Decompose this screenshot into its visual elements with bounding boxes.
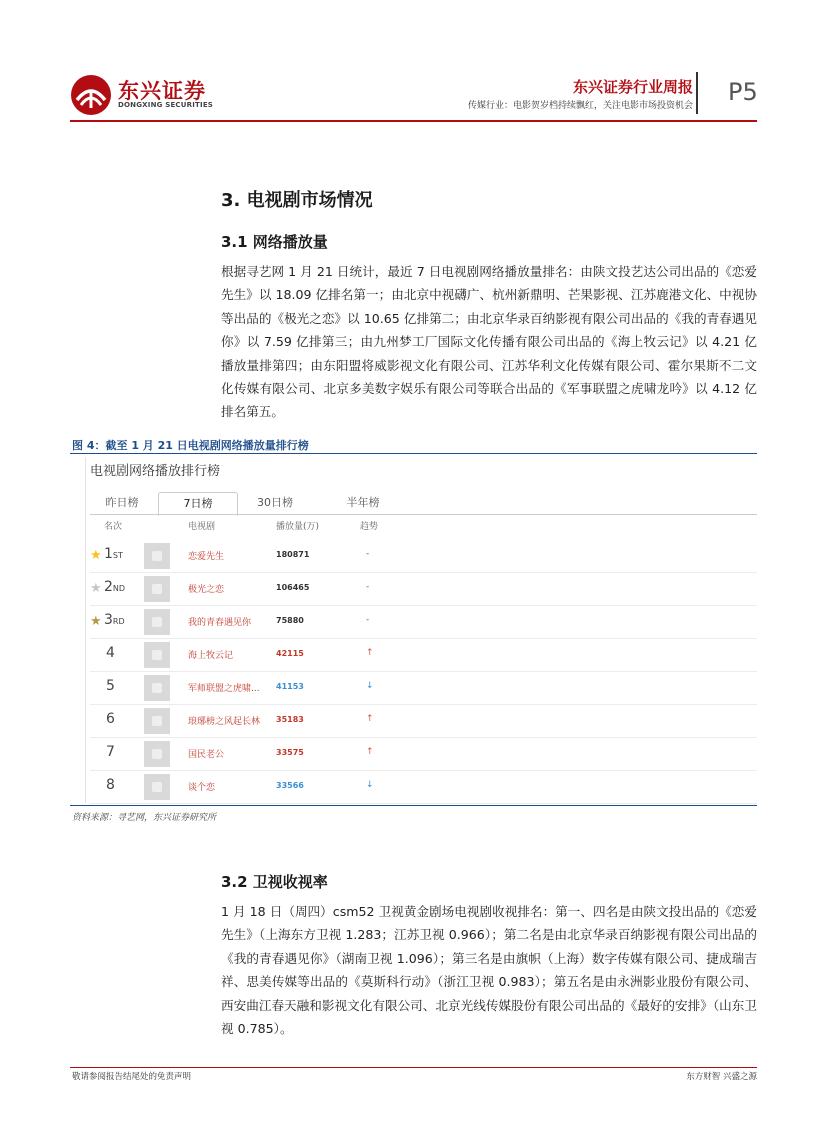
column-header-rank: 名次 xyxy=(104,522,123,532)
play-count: 106465 xyxy=(276,583,310,592)
ranking-row[interactable] xyxy=(90,705,757,738)
drama-title-link[interactable]: 恋爱先生 xyxy=(188,552,225,562)
drama-title-link[interactable]: 我的青春遇见你 xyxy=(188,618,252,628)
play-count: 41153 xyxy=(276,682,304,691)
poster-thumbnail[interactable] xyxy=(144,609,170,635)
screenshot-border xyxy=(85,457,86,803)
play-count: 33575 xyxy=(276,748,304,757)
subsection-title-3-2: 3.2 卫视收视率 xyxy=(221,873,328,891)
trend-indicator: ↓ xyxy=(366,681,374,691)
ranking-row[interactable] xyxy=(90,606,757,639)
ranking-row[interactable] xyxy=(90,639,757,672)
rank-digit: 8 xyxy=(106,777,115,793)
footer-disclaimer: 敬请参阅报告结尾处的免责声明 xyxy=(72,1072,192,1082)
ranking-title: 电视剧网络播放排行榜 xyxy=(90,464,221,479)
rank-number xyxy=(104,579,125,595)
figure-top-rule xyxy=(70,453,757,454)
play-count: 42115 xyxy=(276,649,304,658)
row-divider xyxy=(90,803,757,804)
logo-mark xyxy=(70,74,112,116)
tab-yesterday[interactable]: 昨日榜 xyxy=(105,496,139,509)
column-header-plays: 播放量(万) xyxy=(276,522,320,532)
footer-slogan: 东方财智 兴盛之源 xyxy=(686,1072,757,1082)
ranking-row[interactable] xyxy=(90,738,757,771)
poster-thumbnail[interactable] xyxy=(144,642,170,668)
rank-digit: 7 xyxy=(106,744,115,760)
poster-thumbnail[interactable] xyxy=(144,774,170,800)
figure-caption: 图 4：截至 1 月 21 日电视剧网络播放量排行榜 xyxy=(72,439,309,452)
figure-bottom-rule xyxy=(70,805,757,806)
rank-number xyxy=(104,546,123,562)
rank-number xyxy=(104,612,125,628)
rank-number xyxy=(106,645,115,661)
column-header-title: 电视剧 xyxy=(188,522,216,532)
figure-source: 资料来源：寻艺网，东兴证券研究所 xyxy=(72,813,217,823)
report-title: 东兴证券行业周报 xyxy=(572,78,693,96)
tabs-divider xyxy=(90,514,757,515)
ranking-row[interactable] xyxy=(90,573,757,606)
trend-indicator: ↓ xyxy=(366,780,374,790)
rank-number xyxy=(106,678,115,694)
column-header-trend: 趋势 xyxy=(360,522,379,532)
play-count: 180871 xyxy=(276,550,310,559)
footer-rule xyxy=(70,1067,757,1068)
trend-indicator: ↑ xyxy=(366,648,374,658)
page-number: P5 xyxy=(728,78,758,106)
poster-thumbnail[interactable] xyxy=(144,543,170,569)
ranking-row[interactable] xyxy=(90,540,757,573)
rank-number xyxy=(106,777,115,793)
logo-english-name: DONGXING SECURITIES xyxy=(118,101,214,109)
drama-title-link[interactable]: 军师联盟之虎啸... xyxy=(188,684,260,694)
drama-title-link[interactable]: 极光之恋 xyxy=(188,585,225,595)
play-count: 33566 xyxy=(276,781,304,790)
tab-half-year[interactable]: 半年榜 xyxy=(346,496,380,509)
paragraph-3-2: 1 月 18 日（周四）csm52 卫视黄金剧场电视剧收视排名：第一、四名是由陕文投出品的《恋爱先生》（上海东方卫视 1.283；江苏卫视 0.966）；第二名是由北京华录百纳影视有限公司出品的《我的青春遇见你》（湖南卫视 1.096）；第三名是由旗帜（上海）数字传媒有限公司、捷成瑞吉祥、思美传媒等出品的《莫斯科行动》（浙江卫视 0.983）；第五名是由永洲影业股份有限公司、西安曲江春天融和影视文化有限公司、北京光线传媒股份有限公司出品的《最好的安排》（山东卫视 0.785）。 xyxy=(221,904,757,1037)
paragraph-3-1: 根据寻艺网 1 月 21 日统计，最近 7 日电视剧网络播放量排名：由陕文投艺达公司出品的《恋爱先生》以 18.09 亿排名第一；由北京中视礴广、杭州新鼎明、芒果影视、江苏鹿港文化、中视协等出品的《极光之恋》以 10.65 亿排第二；由北京华录百纳影视有限公司出品的《我的青春遇见你》以 7.59 亿排第三；由九州梦工厂国际文化传播有限公司出品的《海上牧云记》以 4.21 亿播放量排第四；由东阳盟将威影视文化有限公司、江苏华利文化传媒有限公司、霍尔果斯不二文化传媒有限公司、北京多美数字娱乐有限公司等联合出品的《军事联盟之虎啸龙吟》以 4.12 亿排名第五。 xyxy=(221,264,757,420)
tab-30-day[interactable]: 30日榜 xyxy=(257,496,293,509)
drama-title-link[interactable]: 海上牧云记 xyxy=(188,651,234,661)
rank-digit: 4 xyxy=(106,645,115,661)
rank-number xyxy=(106,744,115,760)
logo-chinese-name: 东兴证券 xyxy=(118,79,206,103)
drama-title-link[interactable]: 谈个恋 xyxy=(188,783,216,793)
trend-indicator: - xyxy=(366,582,370,592)
section-title: 3. 电视剧市场情况 xyxy=(221,190,373,211)
rank-suffix: RD xyxy=(112,617,125,626)
rank-digit: 5 xyxy=(106,678,115,694)
star-icon: ★ xyxy=(90,548,102,563)
rank-digit: 1 xyxy=(104,546,113,562)
rank-digit: 6 xyxy=(106,711,115,727)
ranking-row[interactable] xyxy=(90,771,757,804)
star-icon: ★ xyxy=(90,614,102,629)
star-icon: ★ xyxy=(90,581,102,596)
ranking-row[interactable] xyxy=(90,672,757,705)
trend-indicator: - xyxy=(366,549,370,559)
rank-suffix: ST xyxy=(112,551,123,560)
header-divider xyxy=(696,72,698,114)
poster-thumbnail[interactable] xyxy=(144,576,170,602)
rank-digit: 3 xyxy=(104,612,113,628)
play-count: 75880 xyxy=(276,616,304,625)
subsection-title-3-1: 3.1 网络播放量 xyxy=(221,233,328,251)
drama-title-link[interactable]: 国民老公 xyxy=(188,750,225,760)
header-rule xyxy=(70,120,757,122)
tab-7-day[interactable]: 7日榜 xyxy=(158,492,238,516)
drama-title-link[interactable]: 琅琊榜之风起长林 xyxy=(188,717,261,727)
report-subtitle: 传媒行业：电影贺岁档持续飘红，关注电影市场投资机会 xyxy=(467,101,693,111)
play-count: 35183 xyxy=(276,715,304,724)
rank-number xyxy=(106,711,115,727)
rank-suffix: ND xyxy=(112,584,126,593)
trend-indicator: ↑ xyxy=(366,747,374,757)
poster-thumbnail[interactable] xyxy=(144,708,170,734)
poster-thumbnail[interactable] xyxy=(144,741,170,767)
rank-digit: 2 xyxy=(104,579,113,595)
trend-indicator: - xyxy=(366,615,370,625)
poster-thumbnail[interactable] xyxy=(144,675,170,701)
trend-indicator: ↑ xyxy=(366,714,374,724)
